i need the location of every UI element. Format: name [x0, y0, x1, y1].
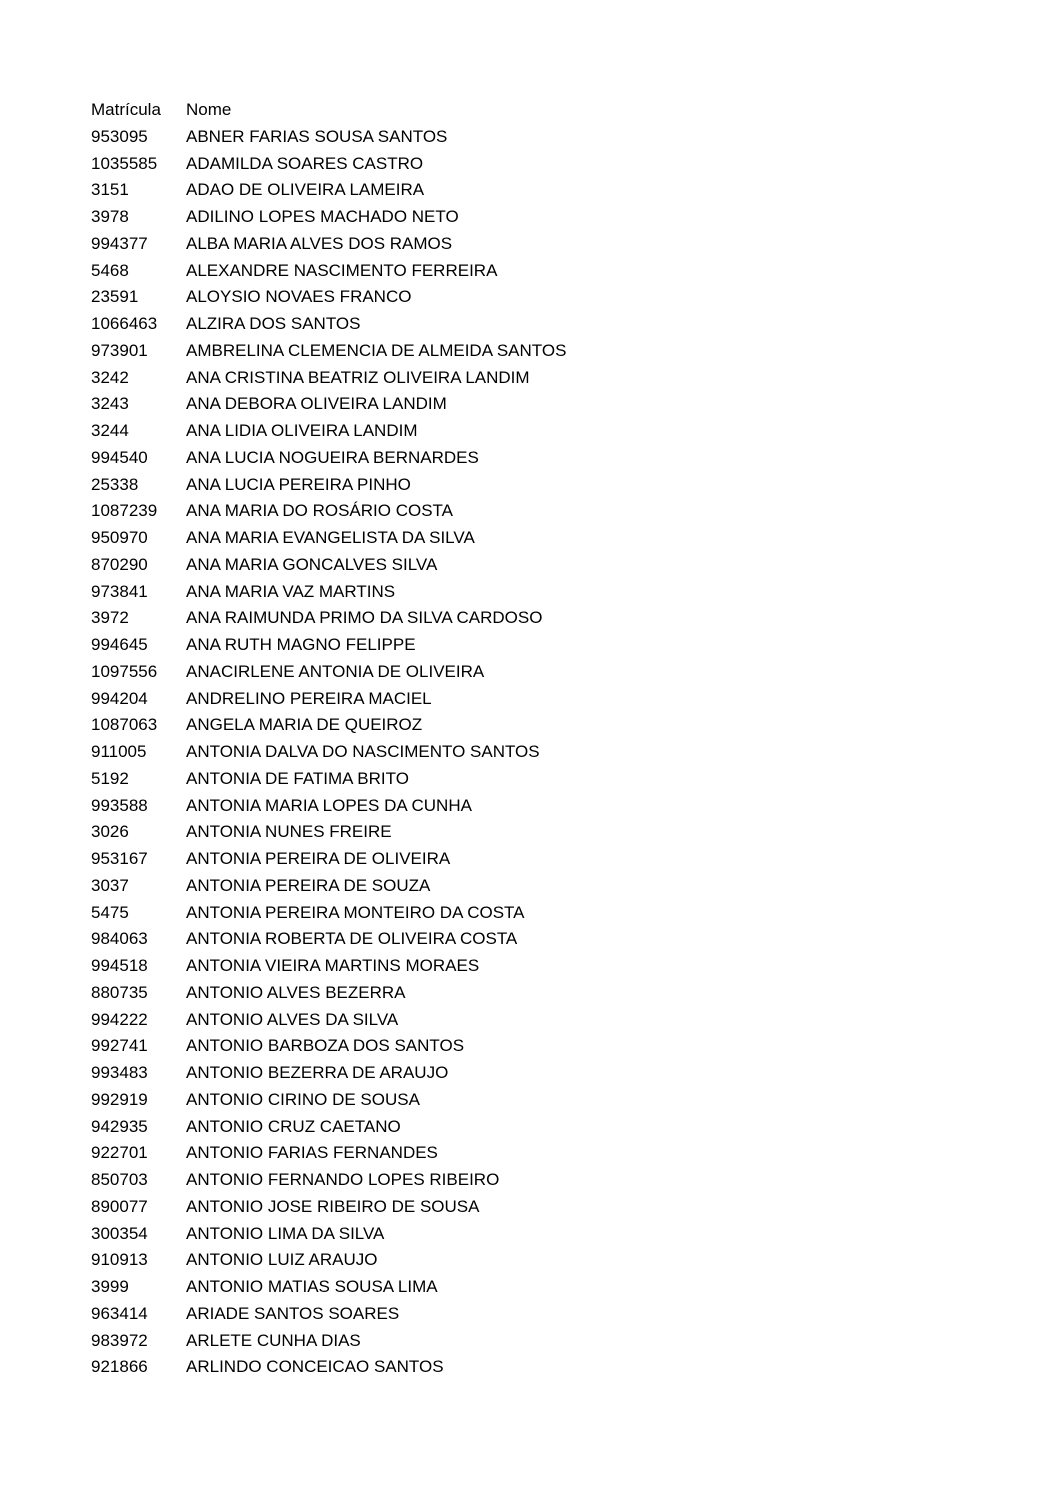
matricula-cell: 910913 [91, 1250, 148, 1270]
matricula-cell: 3978 [91, 207, 129, 226]
table-row [91, 472, 991, 499]
matricula-cell: 973841 [91, 581, 148, 601]
nome-cell: ANA LUCIA NOGUEIRA BERNARDES [186, 447, 479, 467]
matricula-cell: 3151 [91, 180, 129, 200]
matricula-cell: 993588 [91, 795, 148, 815]
nome-cell: ANTONIA NUNES FREIRE [186, 822, 392, 842]
nome-cell: ANTONIO CIRINO DE SOUSA [186, 1089, 420, 1109]
header-matricula: Matrícula [91, 100, 161, 119]
table-row [91, 1140, 991, 1167]
table-row [91, 873, 991, 900]
table-row [91, 953, 991, 980]
table-row [91, 365, 991, 392]
table-row [91, 659, 991, 686]
table-row [91, 980, 991, 1007]
nome-cell: ANTONIA DALVA DO NASCIMENTO SANTOS [186, 742, 540, 761]
table-row [91, 926, 991, 953]
nome-cell: ABNER FARIAS SOUSA SANTOS [186, 126, 448, 146]
nome-cell: ANTONIA DE FATIMA BRITO [186, 768, 409, 788]
table-row [91, 900, 991, 927]
table-row [91, 204, 991, 231]
table-row [91, 686, 991, 713]
nome-cell: ANTONIA VIEIRA MARTINS MORAES [186, 956, 480, 975]
nome-cell: ADAMILDA SOARES CASTRO [186, 153, 424, 173]
matricula-cell: 994540 [91, 447, 148, 467]
table-row [91, 231, 991, 258]
table-row [91, 819, 991, 846]
matricula-cell: 992919 [91, 1089, 148, 1109]
nome-cell: ANTONIA MARIA LOPES DA CUNHA [186, 795, 472, 815]
nome-cell: ANGELA MARIA DE QUEIROZ [186, 715, 423, 735]
table-row [91, 1354, 991, 1381]
header-nome: Nome [186, 100, 232, 119]
matricula-cell: 890077 [91, 1196, 148, 1216]
matricula-cell: 5192 [91, 768, 129, 788]
matricula-cell: 911005 [91, 742, 147, 761]
nome-cell: ANTONIO BARBOZA DOS SANTOS [186, 1036, 465, 1056]
table-row [91, 1247, 991, 1274]
nome-cell: ANTONIO ALVES BEZERRA [186, 982, 406, 1002]
table-row [91, 552, 991, 579]
matricula-cell: 994204 [91, 688, 148, 708]
table-row [91, 525, 991, 552]
nome-cell: ANTONIO FERNANDO LOPES RIBEIRO [186, 1170, 500, 1189]
table-row [91, 1060, 991, 1087]
nome-cell: ANTONIO FARIAS FERNANDES [186, 1143, 438, 1163]
matricula-cell: 950970 [91, 528, 148, 547]
table-row [91, 391, 991, 418]
table-row [91, 1033, 991, 1060]
matricula-cell: 973901 [91, 340, 148, 360]
nome-cell: ALBA MARIA ALVES DOS RAMOS [186, 233, 453, 253]
nome-cell: ANA RAIMUNDA PRIMO DA SILVA CARDOSO [186, 608, 543, 628]
nome-cell: ANTONIA PEREIRA MONTEIRO DA COSTA [186, 902, 525, 922]
nome-cell: ANTONIO MATIAS SOUSA LIMA [186, 1277, 438, 1296]
table-row [91, 712, 991, 739]
table-row [91, 1007, 991, 1034]
table-row [91, 498, 991, 525]
matricula-cell: 984063 [91, 929, 148, 949]
nome-cell: ALZIRA DOS SANTOS [186, 314, 361, 333]
matricula-cell: 3999 [91, 1277, 129, 1296]
matricula-cell: 953095 [91, 126, 148, 146]
nome-cell: ANACIRLENE ANTONIA DE OLIVEIRA [186, 661, 485, 681]
nome-cell: ANTONIO JOSE RIBEIRO DE SOUSA [186, 1196, 480, 1216]
table-row [91, 124, 991, 151]
nome-cell: ANTONIA ROBERTA DE OLIVEIRA COSTA [186, 929, 518, 949]
nome-cell: ANA LIDIA OLIVEIRA LANDIM [186, 421, 418, 440]
matricula-cell: 1097556 [91, 661, 158, 681]
table-row [91, 177, 991, 204]
table-row [91, 1114, 991, 1141]
nome-cell: ANA DEBORA OLIVEIRA LANDIM [186, 394, 447, 414]
table-row [91, 1221, 991, 1248]
table-row [91, 739, 991, 766]
table-row [91, 445, 991, 472]
nome-cell: ANTONIO CRUZ CAETANO [186, 1116, 401, 1136]
table-row [91, 258, 991, 285]
matricula-cell: 942935 [91, 1116, 148, 1136]
matricula-cell: 983972 [91, 1330, 148, 1350]
matricula-cell: 1087239 [91, 501, 158, 521]
table-row [91, 1167, 991, 1194]
nome-cell: ANTONIA PEREIRA DE OLIVEIRA [186, 849, 451, 868]
nome-cell: ANDRELINO PEREIRA MACIEL [186, 688, 432, 708]
matricula-cell: 1087063 [91, 715, 158, 735]
nome-cell: ANTONIO ALVES DA SILVA [186, 1009, 399, 1029]
table-row [91, 605, 991, 632]
table-row [91, 1274, 991, 1301]
matricula-cell: 994377 [91, 233, 148, 253]
table-header [91, 97, 991, 124]
nome-cell: AMBRELINA CLEMENCIA DE ALMEIDA SANTOS [186, 340, 567, 360]
matricula-cell: 870290 [91, 554, 148, 574]
nome-cell: ANA MARIA EVANGELISTA DA SILVA [186, 528, 475, 547]
nome-cell: ANTONIO LIMA DA SILVA [186, 1223, 385, 1243]
matricula-cell: 3242 [91, 367, 129, 387]
matricula-cell: 993483 [91, 1063, 148, 1082]
matricula-cell: 23591 [91, 287, 139, 307]
nome-cell: ANA MARIA GONCALVES SILVA [186, 554, 438, 574]
nome-cell: ALOYSIO NOVAES FRANCO [186, 287, 412, 307]
matricula-cell: 3026 [91, 822, 129, 842]
table-row [91, 846, 991, 873]
nome-cell: ANA MARIA VAZ MARTINS [186, 581, 396, 601]
matricula-cell: 994645 [91, 635, 148, 654]
nome-cell: ANA RUTH MAGNO FELIPPE [186, 635, 416, 654]
nome-cell: ALEXANDRE NASCIMENTO FERREIRA [186, 260, 498, 280]
matricula-cell: 850703 [91, 1170, 148, 1189]
table-body [91, 124, 991, 1381]
table-row [91, 151, 991, 178]
matricula-cell: 963414 [91, 1303, 148, 1323]
nome-cell: ANA LUCIA PEREIRA PINHO [186, 474, 411, 494]
matricula-cell: 3244 [91, 421, 129, 440]
nome-cell: ANTONIO LUIZ ARAUJO [186, 1250, 378, 1270]
matricula-cell: 3037 [91, 875, 129, 895]
matricula-cell: 1066463 [91, 314, 158, 333]
table-row [91, 1194, 991, 1221]
table-row [91, 579, 991, 606]
nome-cell: ANA MARIA DO ROSÁRIO COSTA [186, 501, 454, 521]
nome-cell: ADAO DE OLIVEIRA LAMEIRA [186, 180, 425, 200]
nome-cell: ARIADE SANTOS SOARES [186, 1303, 400, 1323]
table-row [91, 284, 991, 311]
matricula-cell: 25338 [91, 474, 139, 494]
matricula-cell: 1035585 [91, 153, 158, 173]
matricula-cell: 5468 [91, 260, 129, 280]
matricula-cell: 992741 [91, 1036, 148, 1056]
table-row [91, 1301, 991, 1328]
table-row [91, 632, 991, 659]
nome-cell: ANA CRISTINA BEATRIZ OLIVEIRA LANDIM [186, 367, 530, 387]
matricula-cell: 5475 [91, 902, 129, 922]
table-row [91, 338, 991, 365]
matricula-cell: 994518 [91, 956, 148, 975]
table-row [91, 1087, 991, 1114]
matricula-cell: 921866 [91, 1357, 148, 1377]
matricula-cell: 953167 [91, 849, 148, 868]
matricula-cell: 3972 [91, 608, 129, 628]
matricula-cell: 922701 [91, 1143, 148, 1163]
table-row [91, 766, 991, 793]
matricula-cell: 300354 [91, 1223, 148, 1243]
table-row [91, 1328, 991, 1355]
table-row [91, 793, 991, 820]
table-row [91, 418, 991, 445]
nome-cell: ARLINDO CONCEICAO SANTOS [186, 1357, 444, 1377]
nome-cell: ANTONIA PEREIRA DE SOUZA [186, 875, 431, 895]
nome-cell: ARLETE CUNHA DIAS [186, 1330, 361, 1350]
matricula-cell: 3243 [91, 394, 129, 414]
enrollment-table [91, 97, 991, 1381]
nome-cell: ADILINO LOPES MACHADO NETO [186, 207, 459, 226]
matricula-cell: 880735 [91, 982, 148, 1002]
nome-cell: ANTONIO BEZERRA DE ARAUJO [186, 1063, 449, 1082]
table-row [91, 311, 991, 338]
matricula-cell: 994222 [91, 1009, 148, 1029]
